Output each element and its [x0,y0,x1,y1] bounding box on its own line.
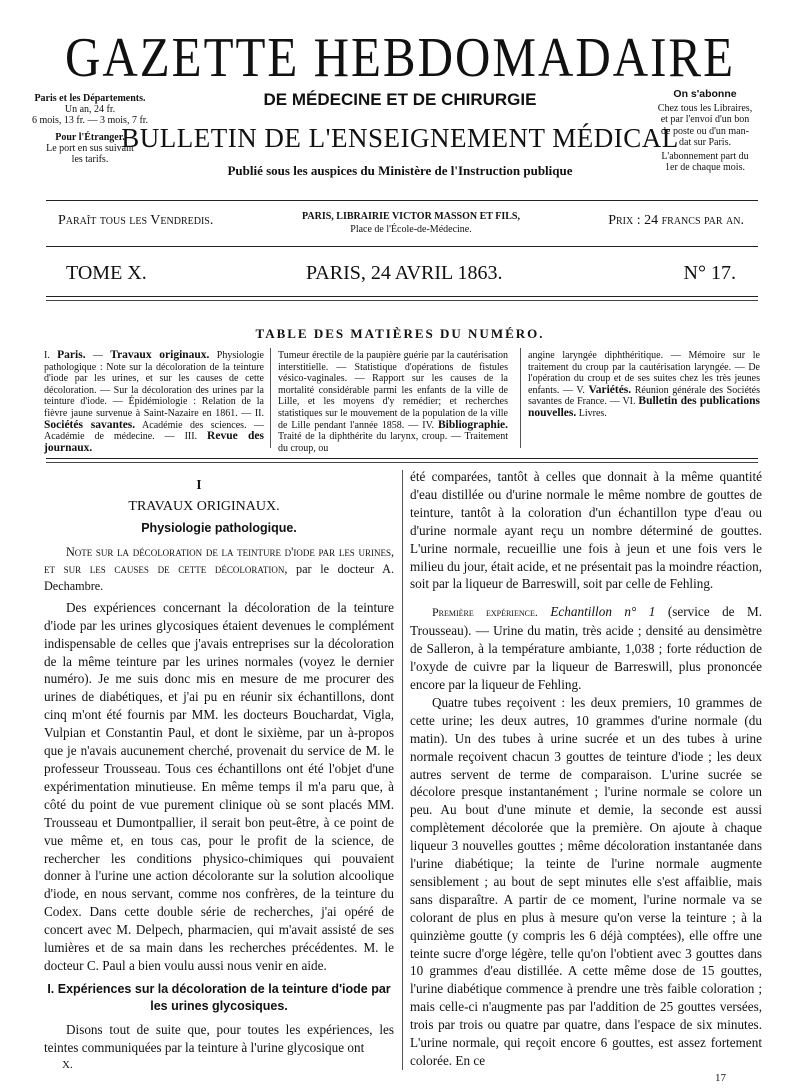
note-author: par le docteur A. Dechambre. [44,561,395,593]
publisher [286,210,536,236]
sample-label: Echantillon n° 1 [550,604,656,620]
toc-varietes: Variétés. [588,383,632,396]
publisher-name: PARIS, LIBRAIRIE VICTOR MASSON ET FILS, [302,211,520,222]
masthead-title: GAZETTE HEBDOMADAIRE [64,25,736,89]
rule-toc-bottom-2 [46,462,758,463]
subscribe-line-4: dat sur Paris. [679,137,731,148]
rule-mid [46,246,758,247]
rates-heading-foreign: Pour l'Étranger. [55,132,125,143]
rates-line-3: Le port en sus suivant [46,143,134,154]
paragraph-experience-1 [410,603,762,694]
toc-3-c: Livres. [576,407,607,419]
toc-3-a: angine laryngée diphthéritique. — Mémoire sur le traitement du croup par la cautérisation laryngée. — De l'opération du croup et de ses suites chez les très jeunes enfants. — V. [528,350,760,396]
article-left-column [44,478,394,1075]
subscribe-line-6: 1er de chaque mois. [665,162,745,173]
toc-1-a: I. [44,350,58,361]
footer-right: 17 [715,1071,726,1084]
issue-number: N° 17. [683,262,736,284]
masthead-subtitle: DE MÉDECINE ET DE CHIRURGIE [263,90,537,109]
rule-top [46,200,758,201]
experience-text: (service de M. Trousseau). — Urine du matin, très acide ; densité au densimètre de Salleron, à la température ambiante, 1,038 ; forte réduction de l'oxyde de cuivre par la liqueur de Barreswill, plus prononcée encore par la liqueur de Fehling. [410,604,763,692]
toc-1-c: Académie des sciences. — Académie de médecine. — III. [44,419,264,443]
note-title: Note sur la décoloration de la teinture d'iode par les urines, et sur les causes de cette décoloration, [44,544,394,576]
subscription-info [640,89,770,174]
subscribe-heading: On s'abonne [673,88,737,100]
toc-1-b: Physiologie pathologique : Note sur la décoloration de la teinture d'iode par les urines, et sur les causes de cette décoloration. — Sur la décoloration des urines par la teinture d'iode. — Épidémiologie : Relation de la fièvre jaune survenue à Saint-Nazaire en 1861. — II. [44,350,264,419]
toc-bulletin: Bulletin des publications nouvelles. [528,395,760,419]
toc-title: TABLE DES MATIÈRES DU NUMÉRO. [255,326,545,341]
section-number: I [196,477,202,492]
rule-toc-bottom [46,458,758,459]
toc-societes: Sociétés savantes. [44,418,136,431]
publication-row [46,208,758,236]
toc-column-2 [278,350,508,454]
column-divider [402,470,403,1070]
toc-column-1 [44,350,264,454]
paragraph-comparaison: été comparées, tantôt à celles que donnait à la même quantité d'eau distillée ou d'urine normale le même nombre de gouttes de teinture, tantôt à la coloration d'un échantillon type d'eau ou d'urine normale ayant reçu un nombre déterminé de gouttes. L'urine normale, recueillie une fois à jeun et une fois vers le milieu du jour, était acide, et ne présentait pas la moindre réaction, soit par la liqueur de Barreswill, soit par celle de Fehling. [410,469,762,592]
rates-line-1: Un an, 24 fr. [64,104,116,115]
toc-2-a: Tumeur érectile de la paupière guérie par la cautérisation interstitielle. — Statistique d'opérations de fistules vésico-vaginales. — Rapport sur les causes de la mortalité considérable parmi les enfants de la ville de Lille, et les moyens d'y remédier; et recherches statistiques sur le mouvement de la population de la ville de Lille pendant l'année 1858. — IV. [278,350,508,431]
experience-label: Première expérience. [432,605,538,620]
toc-column-3 [528,350,760,420]
rule-issue-2 [46,300,758,301]
toc-travaux: Travaux originaux. [110,349,210,361]
rates-heading: Paris et les Départements. [34,93,146,104]
issue-date: PARIS, 24 AVRIL 1863. [306,262,503,284]
article-right-column [410,468,762,1088]
paragraph-disons: Disons tout de suite que, pour toutes les expériences, les teintes communiquées par la teinture à l'urine glycosique ont [44,1021,394,1055]
subscribe-line-1: Chez tous les Libraires, [657,102,753,114]
subsection-title: Physiologie pathologique. [141,520,297,535]
paragraph-intro: Des expériences concernant la décoloration de la teinture d'iode par les urines glycosiques étaient devenues le complément indispensable de celles que j'avais entreprises sur la décoloration de la même teinture par les urines normales (voyez le dernier numéro). Je me suis donc mis en mesure de me procurer des urines de diabétiques, et j'ai pu en réunir six échantillons, dont cinq m'ont été fournis par MM. les docteurs Bouchardat, Vigla, Vulpian et Constantin Paul, et dont le sixième, par un à-propos que je n'avais aucunement cherché, provenait du service de M. le professeur Trousseau. Tous ces échantillons ont été l'objet d'une expérimentation minutieuse. En même temps il m'a paru que, à côté du point de vue purement clinique où se sont placés MM. Trousseau et Dumontpallier, il serait bon peut-être, à ce point de vue même et, en tous cas, pour le profit de la science, de rechercher les conditions physico-chimiques qui pouvaient donner à l'urine une action décolorante sur la solution alcoolique d'iode, en nous servant, comme nos confrères, de la teinture du Codex. Dans cette double série de recherches, j'ai opéré de concert avec M. Delpech, pharmacien, qui m'avait assisté de ses lumières et de sa main dans les recherches précédentes. M. le docteur C. Paul a bien voulu aussi nous venir en aide. [44,599,394,973]
note-heading [44,544,394,595]
subscribe-line-3: de poste ou d'un man- [661,125,749,137]
publisher-address: Place de l'École-de-Médecine. [350,224,472,235]
toc-1-dash: — [85,350,111,361]
weekly-notice: Paraît tous les Vendredis. [58,213,214,228]
rates-line-2: 6 mois, 13 fr. — 3 mois, 7 fr. [31,115,149,126]
rates-line-4: les tarifs. [71,154,109,165]
price: Prix : 24 francs par an. [608,213,744,228]
toc-paris: Paris. [57,349,86,361]
masthead-bulletin: BULLETIN DE L'ENSEIGNEMENT MÉDICAL [121,123,679,153]
subscribe-line-5: L'abonnement part du [661,150,749,162]
toc-divider-2 [520,348,521,448]
toc-divider-1 [270,348,271,448]
toc-3-b: Réunion générale des Sociétés savantes de France. — VI. [528,384,760,408]
tome: TOME X. [66,262,147,284]
footer-left: X. [62,1058,73,1071]
rule-issue [46,296,758,297]
paragraph-quatre-tubes: Quatre tubes reçoivent : les deux premiers, 10 grammes de cette urine; les deux autres, 10 grammes d'urine normale (du matin). Un des tubes à urine sucrée et un des tubes à urine normale reçoivent chacun 3 gouttes de teinture d'iode ; les deux autres servent de terme de comparaison. L'urine sucrée se décolore presque instantanément ; l'urine normale se colore un peu. Au bout d'une minute et demie, la seconde est aussi complètement décolorée que la première. On ajoute à chaque liqueur 3 nouvelles gouttes ; même décoloration instantanée dans l'urine diabétique; la teinte de l'urine normale augmente sensiblement ; au bout de sept minutes elle s'est affaiblie, mais sans disparaître. A partir de ce moment, l'urine normale va se colorant de plus en plus à mesure qu'on verse la teinture ; à la quinzième goutte (y compris les 6 déjà comptées), elle offre une teinte sucre d'orge légère, telle qu'on l'obtient avec 3 gouttes dans 10 grammes d'eau distillée. A cette même dose de 15 gouttes, l'urine diabétique commence à prendre une très faible coloration ; mais celle-ci n'augmente pas par l'addition de 25 gouttes versées, trois par trois ou quatre par quatre, dans l'espace de six minutes. L'urine normale, qui reçoit encore 6 gouttes, est assez fortement colorée. En ce [410,694,762,1068]
experiments-heading: I. Expériences sur la décoloration de la teinture d'iode par les urines glycosiques. [47,981,391,1013]
section-title: TRAVAUX ORIGINAUX. [128,499,280,514]
masthead-published: Publié sous les auspices du Ministère de l'Instruction publique [227,163,573,178]
subscribe-line-2: et par l'envoi d'un bon [660,114,750,125]
toc-2-b: Traité de la diphthérite du larynx, croup. — Traitement du croup, ou [278,431,508,454]
toc-bibliographie: Bibliographie. [438,418,508,431]
toc-revue: Revue des journaux. [44,430,264,454]
